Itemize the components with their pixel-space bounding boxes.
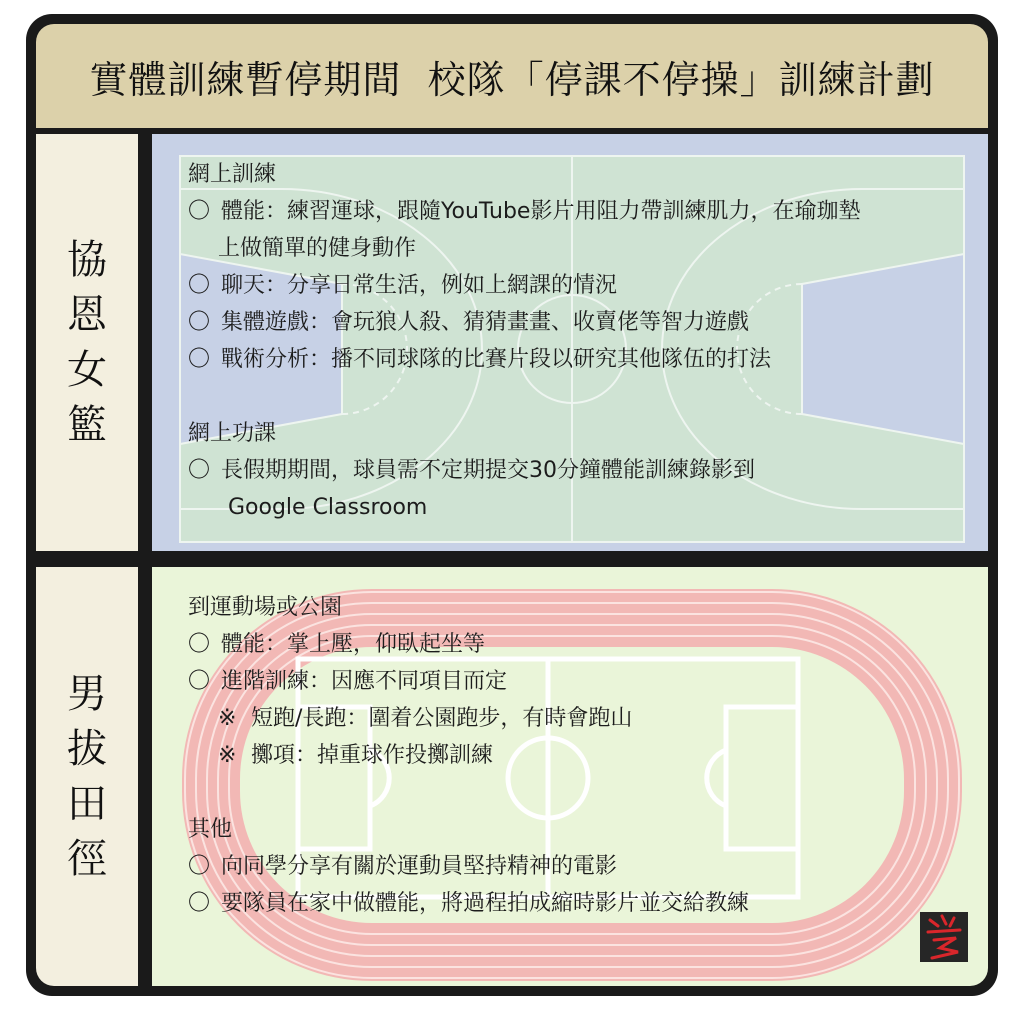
basketball-panel bbox=[152, 134, 988, 551]
item-text: 長假期期間，球員需不定期提交30分鐘體能訓練錄影到 bbox=[221, 458, 755, 483]
circle-bullet-icon: 〇 bbox=[188, 347, 211, 372]
item-text: 向同學分享有關於運動員堅持精神的電影 bbox=[221, 854, 618, 879]
list-item bbox=[188, 885, 749, 922]
circle-bullet-icon: 〇 bbox=[188, 854, 211, 879]
group-heading: 其他 bbox=[188, 817, 233, 842]
list-item bbox=[188, 193, 860, 230]
page-title: 實體訓練暫停期間 校隊「停課不停操」訓練計劃 bbox=[89, 57, 935, 102]
note-text: 擲項：掉重球作投擲訓練 bbox=[251, 743, 494, 768]
reference-mark-icon: ※ bbox=[218, 743, 237, 768]
item-text: 戰術分析：播不同球隊的比賽片段以研究其他隊伍的打法 bbox=[221, 347, 772, 372]
logo-stamp-icon bbox=[920, 912, 968, 962]
item-text: 體能：掌上壓，仰臥起坐等 bbox=[221, 632, 486, 657]
poster-frame bbox=[26, 14, 998, 996]
item-text: 集體遊戲：會玩狼人殺、猜猜畫畫、收賣佬等智力遊戲 bbox=[221, 310, 750, 335]
group-heading: 到運動場或公園 bbox=[188, 595, 343, 620]
list-item bbox=[188, 267, 860, 304]
list-item-continuation: 上做簡單的健身動作 bbox=[218, 236, 417, 261]
note-item bbox=[188, 700, 749, 737]
list-item-continuation: Google Classroom bbox=[228, 495, 428, 520]
circle-bullet-icon: 〇 bbox=[188, 273, 211, 298]
basketball-content bbox=[188, 156, 860, 526]
note-text: 短跑/長跑：圍着公園跑步，有時會跑山 bbox=[251, 706, 633, 731]
circle-bullet-icon: 〇 bbox=[188, 891, 211, 916]
reference-mark-icon: ※ bbox=[218, 706, 237, 731]
list-item bbox=[188, 848, 749, 885]
item-text: 進階訓練：因應不同項目而定 bbox=[221, 669, 508, 694]
section-label-text: 男拔田徑 bbox=[67, 670, 107, 882]
item-text: 聊天：分享日常生活，例如上網課的情況 bbox=[221, 273, 618, 298]
item-text: 體能：練習運球，跟隨YouTube影片用阻力帶訓練肌力，在瑜珈墊 bbox=[221, 199, 861, 224]
group-heading: 網上功課 bbox=[188, 421, 277, 446]
section-label-basketball bbox=[36, 134, 138, 551]
list-item bbox=[188, 452, 860, 489]
circle-bullet-icon: 〇 bbox=[188, 632, 211, 657]
athletics-panel bbox=[152, 567, 988, 986]
note-item bbox=[188, 737, 749, 774]
list-item bbox=[188, 304, 860, 341]
list-item bbox=[188, 341, 860, 378]
title-bar bbox=[36, 24, 988, 128]
logo-brush-mark bbox=[920, 912, 968, 962]
section-label-athletics bbox=[36, 567, 138, 986]
athletics-content bbox=[188, 589, 749, 922]
group-heading: 網上訓練 bbox=[188, 162, 277, 187]
item-text: 要隊員在家中做體能，將過程拍成縮時影片並交給教練 bbox=[221, 891, 750, 916]
circle-bullet-icon: 〇 bbox=[188, 310, 211, 335]
list-item bbox=[188, 663, 749, 700]
list-item bbox=[188, 626, 749, 663]
section-label-text: 協恩女籃 bbox=[67, 236, 107, 448]
circle-bullet-icon: 〇 bbox=[188, 669, 211, 694]
circle-bullet-icon: 〇 bbox=[188, 199, 211, 224]
circle-bullet-icon: 〇 bbox=[188, 458, 211, 483]
